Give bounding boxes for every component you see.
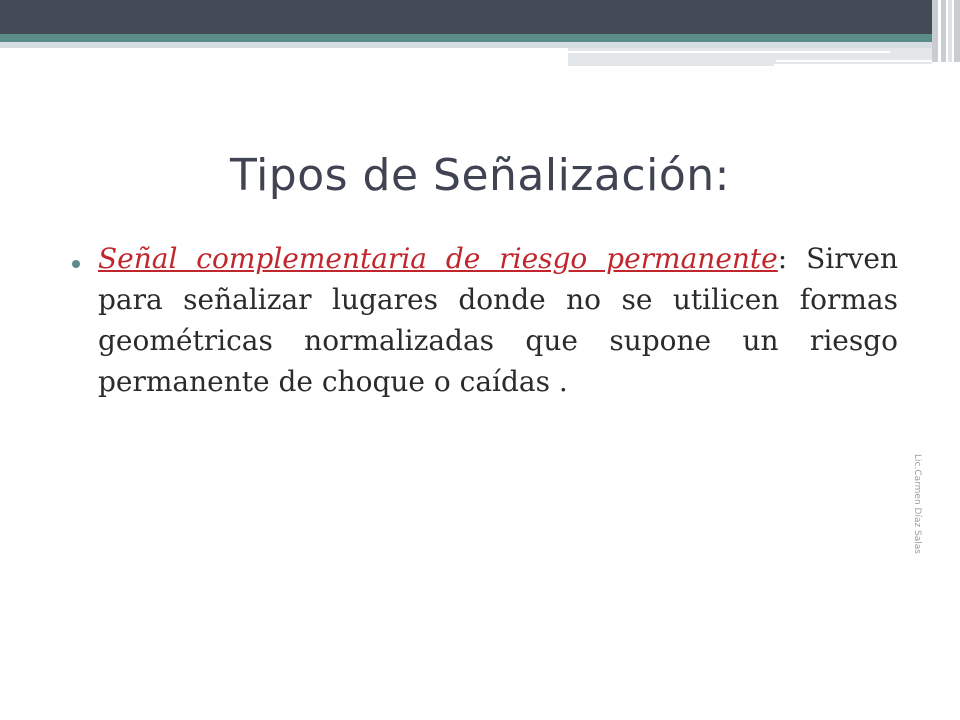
bullet-description: Sirven para señalizar lugares donde no se utilicen formas geométricas normalizadas que supone un riesgo permanente de choque o caídas . xyxy=(98,242,899,398)
bullet-term: Señal complementaria de riesgo permanente xyxy=(98,242,778,275)
bullet-item xyxy=(72,238,898,402)
header-accent-thin xyxy=(568,64,774,66)
bullet-icon xyxy=(72,260,80,268)
slide-title: Tipos de Señalización: xyxy=(230,150,730,201)
header-accent-line-lower xyxy=(776,60,932,62)
footer-author: Lic.Carmen Díaz Salas xyxy=(912,454,922,554)
header-band-dark xyxy=(0,0,960,34)
slide-body xyxy=(72,238,898,402)
header-band-teal xyxy=(0,34,932,42)
bullet-text xyxy=(98,238,898,402)
corner-stripe xyxy=(954,0,960,62)
bullet-separator: : xyxy=(777,242,788,275)
header-accent-line xyxy=(568,51,890,53)
